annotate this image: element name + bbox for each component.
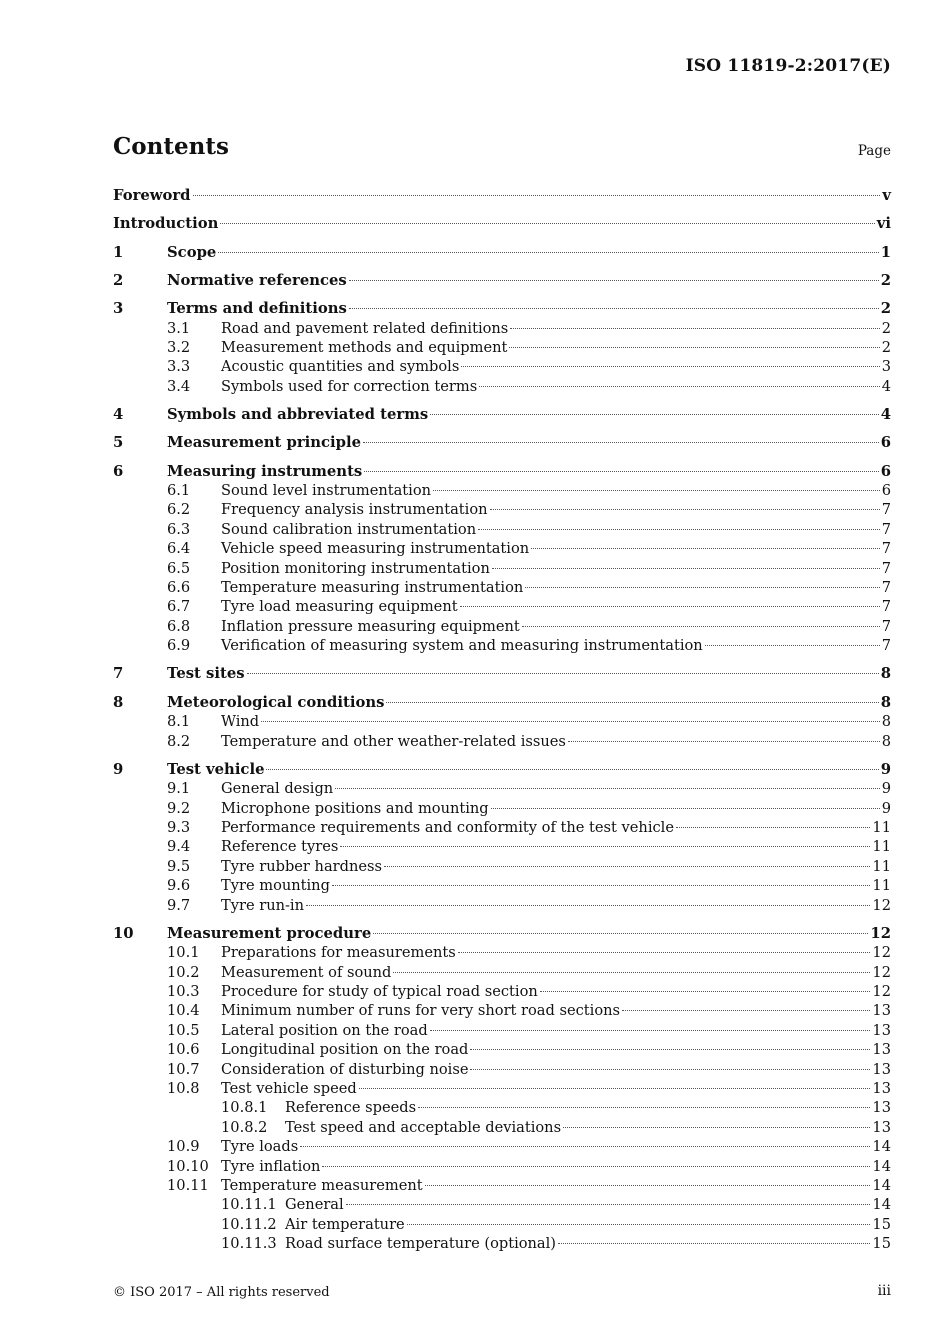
toc-entry[interactable]: [113, 1021, 891, 1041]
toc-entry-title: Measurement of sound: [221, 963, 392, 981]
dot-leader: [558, 1243, 870, 1244]
dot-leader: [433, 490, 880, 491]
toc-entry[interactable]: [113, 1098, 891, 1118]
toc-entry-number: 6.8: [167, 617, 191, 635]
dot-leader: [478, 529, 880, 530]
dot-leader: [568, 741, 880, 742]
toc-entry-title: Measurement methods and equipment: [221, 339, 508, 356]
contents-heading: Contents: [113, 133, 229, 160]
page-column-label: Page: [857, 143, 891, 159]
dot-leader: [332, 885, 870, 886]
toc-entry[interactable]: [113, 520, 891, 540]
copyright-notice: © ISO 2017 – All rights reserved: [113, 1285, 330, 1300]
toc-entry-page: 11: [872, 818, 891, 836]
toc-entry-page: 12: [872, 963, 891, 981]
toc-entry-title: Symbols used for correction terms: [221, 377, 478, 395]
toc-entry[interactable]: [113, 559, 891, 579]
toc-entry-page: 7: [881, 559, 891, 577]
toc-entry-page: 12: [870, 924, 891, 942]
toc-entry-title: Measuring instruments: [167, 462, 363, 480]
toc-entry[interactable]: [113, 338, 891, 358]
dot-leader: [300, 1146, 870, 1147]
toc-entry-title: General: [285, 1196, 344, 1214]
dot-leader: [492, 568, 880, 569]
toc-entry-number: 10.3: [167, 982, 200, 1000]
toc-entry-number: 10: [113, 924, 134, 942]
toc-entry-number: 3.2: [167, 339, 191, 356]
toc-entry[interactable]: [113, 481, 891, 501]
toc-entry-title: Test vehicle speed: [221, 1079, 357, 1097]
toc-entry-page: 3: [881, 358, 891, 376]
dot-leader: [418, 1107, 870, 1108]
toc-entry-page: 9: [881, 799, 891, 817]
toc-entry[interactable]: [113, 539, 891, 559]
toc-entry[interactable]: [113, 779, 891, 799]
toc-entry[interactable]: [113, 982, 891, 1002]
toc-entry[interactable]: [113, 186, 891, 206]
toc-entry[interactable]: [113, 876, 891, 896]
toc-entry-title: Reference tyres: [221, 838, 339, 856]
toc-entry-page: 7: [881, 598, 891, 616]
toc-entry[interactable]: [113, 799, 891, 819]
toc-entry-page: 13: [872, 1099, 891, 1117]
toc-entry-page: 7: [881, 637, 891, 655]
toc-entry-number: 10.1: [167, 944, 200, 962]
toc-entry-number: 10.8.1: [221, 1099, 268, 1117]
toc-entry-page: 11: [872, 838, 891, 856]
toc-entry-title: Measurement procedure: [167, 924, 372, 942]
dot-leader: [349, 308, 879, 309]
dot-leader: [384, 866, 870, 867]
toc-entry-title: Sound level instrumentation: [221, 482, 432, 499]
dot-leader: [364, 471, 878, 472]
dot-leader: [525, 587, 879, 588]
toc-entry-page: 6: [880, 462, 891, 480]
toc-entry[interactable]: [113, 433, 891, 453]
toc-entry[interactable]: [113, 271, 891, 291]
toc-entry-number: 10.8: [167, 1079, 200, 1097]
toc-entry-page: 7: [881, 579, 891, 596]
toc-entry-number: 6.1: [167, 482, 191, 499]
dot-leader: [218, 252, 878, 253]
dot-leader: [705, 645, 880, 646]
toc-entry-number: 9.6: [167, 877, 191, 895]
toc-entry-number: 6.7: [167, 598, 191, 616]
dot-leader: [510, 328, 879, 329]
toc-entry-title: Tyre load measuring equipment: [221, 598, 458, 616]
toc-entry-number: 1: [113, 243, 124, 261]
dot-leader: [470, 1069, 870, 1070]
toc-entry[interactable]: [113, 1060, 891, 1080]
toc-entry[interactable]: [113, 597, 891, 617]
toc-entry[interactable]: [113, 837, 891, 857]
toc-entry-page: 7: [881, 520, 891, 538]
toc-entry-page: 13: [872, 1060, 891, 1078]
toc-entry-number: 10.2: [167, 963, 200, 981]
toc-entry[interactable]: [113, 357, 891, 377]
toc-entry-page: 8: [880, 693, 891, 711]
toc-entry-number: 10.11: [167, 1176, 209, 1194]
toc-entry-number: 10.9: [167, 1138, 200, 1156]
dot-leader: [491, 808, 880, 809]
toc-entry-page: 14: [872, 1176, 891, 1194]
toc-entry-title: Temperature measuring instrumentation: [221, 579, 524, 596]
toc-entry-page: 6: [880, 434, 891, 452]
toc-entry-title: General design: [221, 780, 334, 798]
toc-entry-page: 15: [872, 1235, 891, 1253]
dot-leader: [531, 548, 880, 549]
toc-entry-page: 9: [881, 780, 891, 798]
toc-entry[interactable]: [113, 1040, 891, 1060]
toc-entry[interactable]: [113, 943, 891, 963]
toc-entry-number: 10.4: [167, 1002, 200, 1020]
toc-entry-number: 9.3: [167, 818, 191, 836]
toc-entry-number: 4: [113, 406, 124, 423]
dot-leader: [430, 414, 879, 415]
toc-entry-title: Symbols and abbreviated terms: [167, 406, 429, 423]
toc-entry-title: Tyre loads: [221, 1138, 299, 1156]
toc-entry-title: Frequency analysis instrumentation: [221, 501, 488, 519]
toc-entry-title: Meteorological conditions: [167, 693, 385, 711]
toc-entry-number: 5: [113, 434, 124, 452]
toc-entry-number: 9.1: [167, 780, 191, 798]
toc-entry-page: 8: [881, 732, 891, 750]
toc-entry-page: 14: [872, 1157, 891, 1175]
toc-entry-number: 10.5: [167, 1021, 200, 1039]
toc-entry[interactable]: [113, 1234, 891, 1254]
toc-entry-number: 7: [113, 665, 124, 683]
toc-entry[interactable]: [113, 693, 891, 713]
toc-entry-title: Introduction: [113, 215, 219, 233]
toc-entry-title: Wind: [221, 713, 260, 731]
page-number: iii: [877, 1283, 891, 1299]
toc-entry-page: 8: [881, 713, 891, 731]
toc-entry[interactable]: [113, 896, 891, 916]
toc-entry-page: 2: [880, 271, 891, 289]
toc-entry[interactable]: [113, 1195, 891, 1215]
toc-entry-number: 9: [113, 760, 124, 778]
toc-entry-title: Microphone positions and mounting: [221, 799, 489, 817]
dot-leader: [363, 442, 879, 443]
toc-entry[interactable]: [113, 617, 891, 637]
dot-leader: [349, 280, 879, 281]
toc-entry-number: 10.11.2: [221, 1215, 277, 1233]
toc-entry-title: Inflation pressure measuring equipment: [221, 617, 520, 635]
toc-entry[interactable]: [113, 1001, 891, 1021]
dot-leader: [407, 1224, 871, 1225]
toc-entry-title: Consideration of disturbing noise: [221, 1060, 469, 1078]
toc-entry[interactable]: [113, 578, 891, 598]
toc-entry-page: 11: [872, 857, 891, 875]
toc-entry-title: Reference speeds: [285, 1099, 417, 1117]
toc-entry-page: 2: [881, 319, 891, 337]
toc-entry-page: 13: [872, 1079, 891, 1097]
toc-entry-title: Tyre rubber hardness: [221, 857, 382, 875]
toc-entry-number: 6: [113, 462, 124, 480]
toc-entry-title: Temperature and other weather-related issues: [221, 732, 566, 750]
toc-entry-page: v: [882, 187, 891, 204]
toc-entry[interactable]: [113, 963, 891, 983]
toc-entry-page: 7: [881, 617, 891, 635]
dot-leader: [393, 972, 870, 973]
toc-entry-title: Test vehicle: [167, 760, 265, 778]
dot-leader: [261, 721, 880, 722]
toc-entry-title: Verification of measuring system and measuring instrumentation: [221, 637, 703, 655]
toc-entry-title: Road and pavement related definitions: [221, 319, 509, 337]
toc-entry-page: 2: [880, 300, 891, 318]
toc-entry-number: 3.1: [167, 319, 191, 337]
toc-entry[interactable]: [113, 1215, 891, 1235]
dot-leader: [247, 673, 879, 674]
toc-entry-number: 10.8.2: [221, 1118, 268, 1136]
dot-leader: [479, 386, 880, 387]
toc-entry-number: 6.2: [167, 501, 191, 519]
toc-entry[interactable]: [113, 1157, 891, 1177]
dot-leader: [359, 1088, 871, 1089]
toc-entry-page: 7: [881, 501, 891, 519]
toc-entry-page: vi: [876, 215, 891, 233]
toc-entry-title: Minimum number of runs for very short road sections: [221, 1002, 620, 1020]
toc-entry[interactable]: [113, 319, 891, 339]
toc-entry-title: Measurement principle: [167, 434, 362, 452]
dot-leader: [335, 788, 880, 789]
dot-leader: [220, 223, 874, 224]
toc-entry-number: 9.7: [167, 896, 191, 914]
dot-leader: [386, 702, 878, 703]
toc-entry-number: 6.9: [167, 637, 191, 655]
toc-entry[interactable]: [113, 924, 891, 944]
toc-entry-title: Terms and definitions: [167, 300, 347, 318]
toc-entry-number: 8.2: [167, 732, 191, 750]
toc-entry[interactable]: [113, 732, 891, 752]
dot-leader: [266, 769, 878, 770]
toc-entry-title: Lateral position on the road: [221, 1021, 428, 1039]
toc-entry-title: Foreword: [113, 187, 191, 204]
toc-entry-title: Longitudinal position on the road: [221, 1041, 469, 1059]
toc-entry-title: Vehicle speed measuring instrumentation: [221, 540, 530, 558]
toc-entry-number: 8: [113, 693, 124, 711]
toc-entry-page: 2: [881, 339, 891, 356]
dot-leader: [490, 509, 880, 510]
toc-entry[interactable]: [113, 214, 891, 234]
toc-entry-page: 13: [872, 1041, 891, 1059]
toc-entry-page: 12: [872, 982, 891, 1000]
toc-entry[interactable]: [113, 462, 891, 482]
dot-leader: [622, 1010, 870, 1011]
dot-leader: [322, 1166, 870, 1167]
toc-entry-title: Normative references: [167, 271, 347, 289]
toc-entry-number: 9.5: [167, 857, 191, 875]
toc-entry-page: 7: [881, 540, 891, 558]
dot-leader: [540, 991, 871, 992]
toc-entry-page: 4: [880, 406, 891, 423]
toc-entry-title: Test speed and acceptable deviations: [285, 1118, 562, 1136]
toc-entry[interactable]: [113, 405, 891, 425]
toc-entry-page: 15: [872, 1215, 891, 1233]
toc-entry-number: 6.6: [167, 579, 191, 596]
toc-entry-title: Sound calibration instrumentation: [221, 520, 477, 538]
toc-entry-title: Air temperature: [285, 1215, 405, 1233]
toc-entry-title: Performance requirements and conformity of the test vehicle: [221, 818, 674, 836]
toc-entry-page: 6: [881, 482, 891, 499]
toc-entry-number: 2: [113, 271, 124, 289]
toc-entry-title: Tyre inflation: [221, 1157, 321, 1175]
toc-entry-title: Road surface temperature (optional): [285, 1235, 556, 1253]
toc-entry-title: Tyre run-in: [221, 896, 305, 914]
toc-entry-number: 3.4: [167, 377, 191, 395]
toc-entry-page: 12: [872, 896, 891, 914]
dot-leader: [563, 1127, 870, 1128]
toc-entry-page: 9: [880, 760, 891, 778]
toc-entry-number: 10.7: [167, 1060, 200, 1078]
toc-entry[interactable]: [113, 243, 891, 263]
toc-entry-number: 8.1: [167, 713, 191, 731]
toc-entry-page: 14: [872, 1196, 891, 1214]
dot-leader: [461, 366, 879, 367]
toc-entry-title: Acoustic quantities and symbols: [221, 358, 460, 376]
toc-entry-page: 11: [872, 877, 891, 895]
toc-entry[interactable]: [113, 299, 891, 319]
toc-entry[interactable]: [113, 377, 891, 397]
toc-entry-number: 3: [113, 300, 124, 318]
dot-leader: [346, 1204, 871, 1205]
toc-entry-title: Temperature measurement: [221, 1176, 423, 1194]
toc-entry[interactable]: [113, 857, 891, 877]
toc-entry-number: 3.3: [167, 358, 191, 376]
toc-entry-title: Scope: [167, 243, 217, 261]
toc-entry[interactable]: [113, 818, 891, 838]
dot-leader: [425, 1185, 871, 1186]
toc-entry-title: Preparations for measurements: [221, 944, 456, 962]
toc-entry[interactable]: [113, 664, 891, 684]
dot-leader: [676, 827, 870, 828]
dot-leader: [509, 347, 879, 348]
toc-entry-number: 9.2: [167, 799, 191, 817]
toc-entry-number: 6.4: [167, 540, 191, 558]
dot-leader: [460, 606, 880, 607]
toc-entry[interactable]: [113, 1079, 891, 1099]
dot-leader: [430, 1030, 871, 1031]
toc-entry-page: 12: [872, 944, 891, 962]
toc-entry-title: Position monitoring instrumentation: [221, 559, 490, 577]
toc-entry[interactable]: [113, 1137, 891, 1157]
toc-entry[interactable]: [113, 500, 891, 520]
toc-entry-number: 10.11.3: [221, 1235, 277, 1253]
toc-entry-page: 4: [881, 377, 891, 395]
dot-leader: [373, 933, 868, 934]
toc-entry-number: 10.10: [167, 1157, 209, 1175]
document-id: ISO 11819-2:2017(E): [685, 56, 891, 76]
toc-entry-number: 9.4: [167, 838, 191, 856]
dot-leader: [522, 626, 880, 627]
toc-entry[interactable]: [113, 636, 891, 656]
toc-entry-number: 10.6: [167, 1041, 200, 1059]
toc-entry-title: Tyre mounting: [221, 877, 330, 895]
dot-leader: [458, 952, 871, 953]
toc-entry[interactable]: [113, 760, 891, 780]
toc-entry-page: 13: [872, 1021, 891, 1039]
dot-leader: [470, 1049, 870, 1050]
toc-entry-page: 13: [872, 1118, 891, 1136]
toc-entry-number: 10.11.1: [221, 1196, 277, 1214]
toc-entry-page: 8: [880, 665, 891, 683]
toc-entry-title: Test sites: [167, 665, 245, 683]
toc-entry[interactable]: [113, 712, 891, 732]
toc-entry-page: 1: [880, 243, 891, 261]
toc-entry-page: 13: [872, 1002, 891, 1020]
dot-leader: [340, 846, 870, 847]
toc-entry[interactable]: [113, 1118, 891, 1138]
toc-entry-title: Procedure for study of typical road section: [221, 982, 538, 1000]
toc-entry-page: 14: [872, 1138, 891, 1156]
toc-entry-number: 6.3: [167, 520, 191, 538]
dot-leader: [193, 195, 881, 196]
toc-entry[interactable]: [113, 1176, 891, 1196]
dot-leader: [306, 905, 870, 906]
toc-entry-number: 6.5: [167, 559, 191, 577]
